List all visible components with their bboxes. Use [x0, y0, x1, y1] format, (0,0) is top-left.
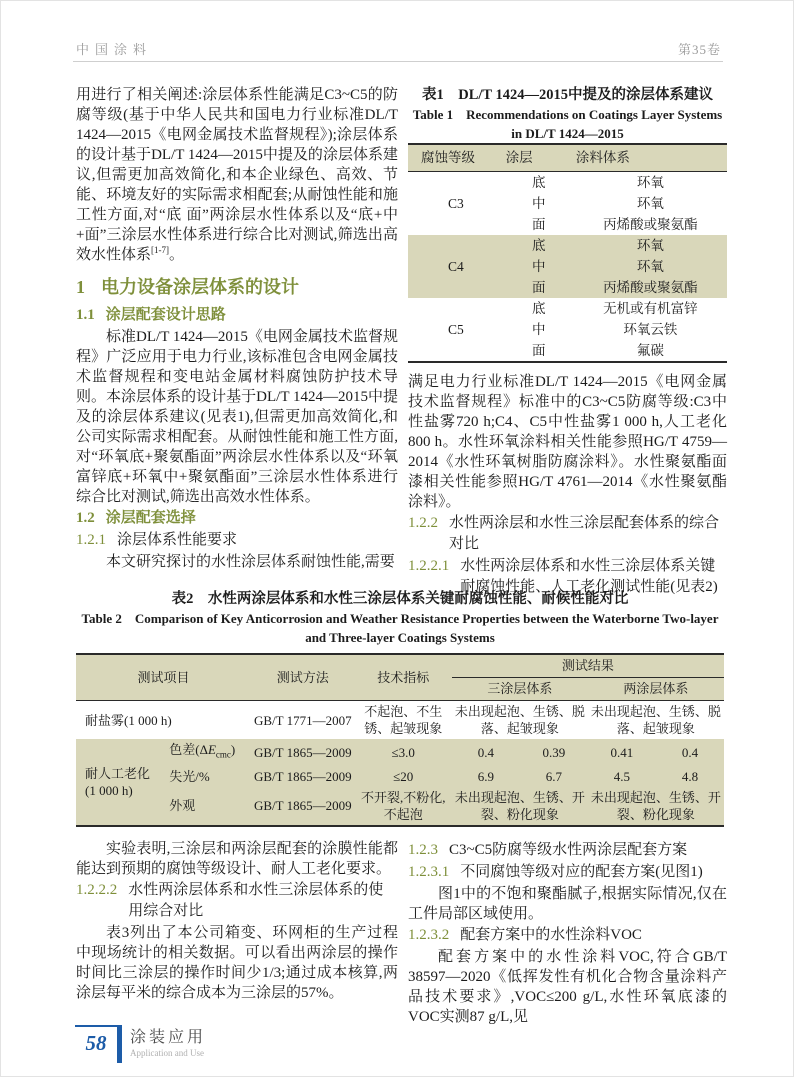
table2-caption-en: Table 2 Comparison of Key Anticorrosion and Weather Resistance Properties between the Waterborne Two-layer and Three-layer Coatings Systems [81, 611, 719, 645]
section-title: C3~C5防腐等级水性两涂层配套方案 [449, 842, 688, 858]
system-cell: 环氧 [574, 256, 727, 277]
grade-cell: C5 [447, 322, 464, 337]
system-cell: 环氧 [574, 235, 727, 256]
table-row-appearance [76, 787, 724, 826]
system-cell: 环氧 [636, 196, 664, 211]
value-cell: 0.4 [452, 739, 520, 766]
paragraph-grades: 满足电力行业标准DL/T 1424—2015《电网金属技术监督规程》标准中的C3~C5防腐等级:C3中性盐雾720 h;C4、C5中性盐雾1 000 h,人工老化800 h。水性环氧涂料相关性能参照HG/T 4759—2014《水性环氧树脂防腐涂料》。水性聚氨酯面漆相关性能参照HG/T 4761—2014《水性聚氨酯涂料》。 [408, 374, 727, 510]
test-item-cell: 耐盐雾(1 000 h) [85, 712, 172, 728]
value-cell: 0.4 [656, 739, 724, 766]
system-cell: 丙烯酸或聚氨酯 [574, 277, 727, 298]
paragraph-intro [76, 85, 398, 265]
section-heading-1 [76, 274, 398, 300]
system-cell: 丙烯酸或聚氨酯 [603, 217, 698, 232]
group-line1: 耐人工老化 [85, 765, 151, 781]
footer-bar [117, 1025, 122, 1063]
section-heading-1-1 [76, 305, 398, 326]
table2-header-row-1 [76, 654, 724, 678]
layer-cell: 中 [532, 196, 546, 211]
section-number: 1.2.2 [408, 515, 438, 531]
sub-item-cell: 外观 [160, 787, 251, 826]
paragraph-table3: 表3列出了本公司箱变、环网柜的生产过程中现场统计的相关数据。可以看出两涂层的操作时间比三涂层的操作时间少1/3;通过成本核算,两涂层每平米的综合成本为三涂层的57%。 [76, 925, 398, 1001]
label-suffix: ) [230, 742, 236, 757]
sub-item-cell [160, 739, 251, 766]
value-cell: 4.8 [656, 766, 724, 787]
section-number: 1.2.3.1 [408, 864, 450, 880]
method-cell: GB/T 1865—2009 [251, 766, 355, 787]
layer-cell: 底 [532, 301, 546, 316]
bottom-left-column [76, 839, 398, 1003]
value-cell: 4.5 [588, 766, 656, 787]
sub-item-cell: 失光/% [160, 766, 251, 787]
layer-cell: 中 [504, 256, 574, 277]
table-row-color-diff [76, 739, 724, 766]
paragraph-experiment: 实验表明,三涂层和两涂层配套的涂膜性能都能达到预期的腐蚀等级设计、耐人工老化要求。 [76, 841, 398, 877]
result-two-cell: 未出现起泡、生锈、脱落、起皱现象 [590, 704, 721, 736]
reference-marker: [1-7] [151, 245, 170, 255]
footer-section-en: Application and Use [130, 1048, 204, 1058]
running-header [76, 39, 721, 59]
section-number: 1.1 [76, 307, 95, 323]
section-number: 1.2.2.2 [76, 882, 118, 898]
grade-cell: C4 [408, 235, 504, 298]
section-heading-1-2-2-2 [76, 880, 398, 922]
layer-cell: 面 [532, 343, 546, 358]
result-three-cell: 未出现起泡、生锈、脱落、起皱现象 [454, 704, 585, 736]
section-number: 1.2.3 [408, 842, 438, 858]
volume-label: 第35卷 [677, 42, 721, 57]
section-heading-1-2 [76, 508, 398, 529]
footer-section [130, 1025, 206, 1063]
result-two-cell: 未出现起泡、生锈、开裂、粉化现象 [588, 787, 724, 826]
layer-cell: 底 [504, 235, 574, 256]
table-row [408, 235, 727, 256]
layer-cell: 面 [532, 217, 546, 232]
paragraph-standard: 标准DL/T 1424—2015《电网金属技术监督规程》广泛应用于电力行业,该标准包含电网金属技术监督规程和变电站金属材料腐蚀防护技术导则。本涂层体系的设计基于DL/T 1424—2015中提及的涂层体系建议(见表1),但需更加高效简化,和公司实际需求相配套。从耐蚀性能和施工性方面,对“环氧底+聚氨酯面”两涂层水性体系以及“环氧富锌底+环氧中+聚氨酯面”三涂层水性体系进行综合比对测试,筛选出高效水性体系。 [76, 329, 398, 505]
table-row-gloss-loss [76, 766, 724, 787]
page-number-box [75, 1025, 117, 1063]
table2-header-item: 测试项目 [76, 654, 251, 701]
table-row [408, 298, 727, 319]
paragraph-performance: 本文研究探讨的水性涂层体系耐蚀性能,需要 [106, 554, 395, 570]
value-cell: 0.39 [520, 739, 588, 766]
table2 [76, 653, 724, 827]
layer-cell: 底 [532, 175, 546, 190]
layer-cell: 中 [532, 322, 546, 337]
grade-cell: C3 [447, 196, 464, 211]
left-column [76, 85, 398, 572]
header-divider [73, 61, 723, 62]
table2-header-result: 测试结果 [452, 654, 724, 678]
table1-header-grade: 腐蚀等级 [408, 144, 504, 172]
paragraph-intro-text: 用进行了相关阐述:涂层体系性能满足C3~C5的防腐等级(基于中华人民共和国电力行业标准DL/T 1424—2015《电网金属技术监督规程》);涂层体系的设计基于DL/T 1424—2015中提及的涂层体系建议,但需更加高效简化,和本企业绿色、高效、节能、环境友好的实际需求相配套;从耐蚀性能和施工性方面,对“底 面”两涂层水性体系以及“底+中+面”三涂层水性体系进行综合比对测试,筛选出高效水性体系 [76, 87, 398, 263]
paragraph-intro-end: 。 [169, 247, 185, 263]
right-column [408, 85, 727, 599]
section-number: 1.2.2.1 [408, 558, 450, 574]
method-cell: GB/T 1771—2007 [253, 712, 352, 728]
section-title: 涂层配套选择 [105, 510, 196, 526]
table1-header-system: 涂料体系 [574, 144, 727, 172]
table2-header-indicator: 技术指标 [355, 654, 452, 701]
table2-caption-cn: 表2 水性两涂层体系和水性三涂层体系关键耐腐蚀性能、耐候性能对比 [171, 591, 629, 607]
table1-caption-en: Table 1 Recommendations on Coatings Layer Systems in DL/T 1424—2015 [412, 107, 723, 141]
paragraph-voc: 配套方案中的水性涂料VOC,符合GB/T 38597—2020《低挥发性有机化合物含量涂料产品技术要求》,VOC≤200 g/L,水性环氧底漆的VOC实测87 g/L,见 [408, 949, 727, 1025]
table-row-salt-spray [76, 701, 724, 740]
indicator-cell: ≤3.0 [355, 739, 452, 766]
layer-cell: 面 [504, 277, 574, 298]
section-title: 水性两涂层体系和水性三涂层体系关键耐腐蚀性能、人工老化测试性能(见表2) [460, 558, 718, 595]
group-line2: (1 000 h) [85, 782, 133, 798]
value-cell: 0.41 [588, 739, 656, 766]
section-heading-1-2-3-1 [408, 862, 727, 883]
system-cell: 环氧 [636, 175, 664, 190]
label-subscript: cmc [215, 749, 231, 760]
table1 [408, 143, 727, 363]
system-cell: 氟碳 [636, 343, 664, 358]
indicator-cell: 不开裂,不粉化,不起泡 [355, 787, 452, 826]
section-title: 不同腐蚀等级对应的配套方案(见图1) [460, 864, 703, 880]
section-number: 1.2.1 [76, 532, 106, 548]
method-cell: GB/T 1865—2009 [251, 739, 355, 766]
section-title: 水性两涂层体系和水性三涂层体系的使用综合对比 [128, 882, 384, 919]
indicator-cell: ≤20 [355, 766, 452, 787]
table1-header-row [408, 144, 727, 172]
section-heading-1-2-3 [408, 840, 727, 861]
value-cell: 6.9 [452, 766, 520, 787]
table2-header-method: 测试方法 [251, 654, 355, 701]
page-footer [75, 1025, 206, 1063]
section-heading-1-2-1 [76, 530, 398, 551]
journal-title: 中国涂料 [76, 42, 153, 57]
table1-header-layer: 涂层 [504, 144, 574, 172]
section-number: 1 [76, 277, 85, 297]
table2-header-three-layer: 三涂层体系 [452, 678, 588, 701]
label-prefix: 色差(Δ [169, 742, 208, 757]
label-italic: E [207, 742, 216, 757]
section-heading-1-2-3-2 [408, 925, 727, 946]
section-number: 1.2.3.2 [408, 927, 450, 943]
bottom-right-column [408, 839, 727, 1027]
section-title: 电力设备涂层体系的设计 [101, 277, 299, 297]
value-cell: 6.7 [520, 766, 588, 787]
section-title: 水性两涂层和水性三涂层配套体系的综合对比 [449, 515, 720, 552]
result-three-cell: 未出现起泡、生锈、开裂、粉化现象 [452, 787, 588, 826]
table-row [408, 172, 727, 194]
table2-block [76, 589, 724, 827]
table1-caption-cn: 表1 DL/T 1424—2015中提及的涂层体系建议 [422, 87, 713, 103]
indicator-cell: 不起泡、不生锈、起皱现象 [364, 704, 443, 736]
section-number: 1.2 [76, 510, 95, 526]
section-title: 配套方案中的水性涂料VOC [460, 927, 642, 943]
table2-header-two-layer: 两涂层体系 [588, 678, 724, 701]
page-number: 58 [85, 1031, 107, 1055]
section-heading-1-2-2 [408, 513, 727, 555]
footer-section-cn: 涂装应用 [130, 1029, 207, 1046]
section-title: 涂层配套设计思路 [105, 307, 226, 323]
method-cell: GB/T 1865—2009 [251, 787, 355, 826]
paragraph-figure1: 图1中的不饱和聚酯腻子,根据实际情况,仅在工件局部区域使用。 [408, 886, 727, 922]
test-group-cell [76, 739, 160, 826]
section-title: 涂层体系性能要求 [117, 532, 238, 548]
system-cell: 环氧云铁 [623, 322, 678, 337]
system-cell: 无机或有机富锌 [603, 301, 698, 316]
